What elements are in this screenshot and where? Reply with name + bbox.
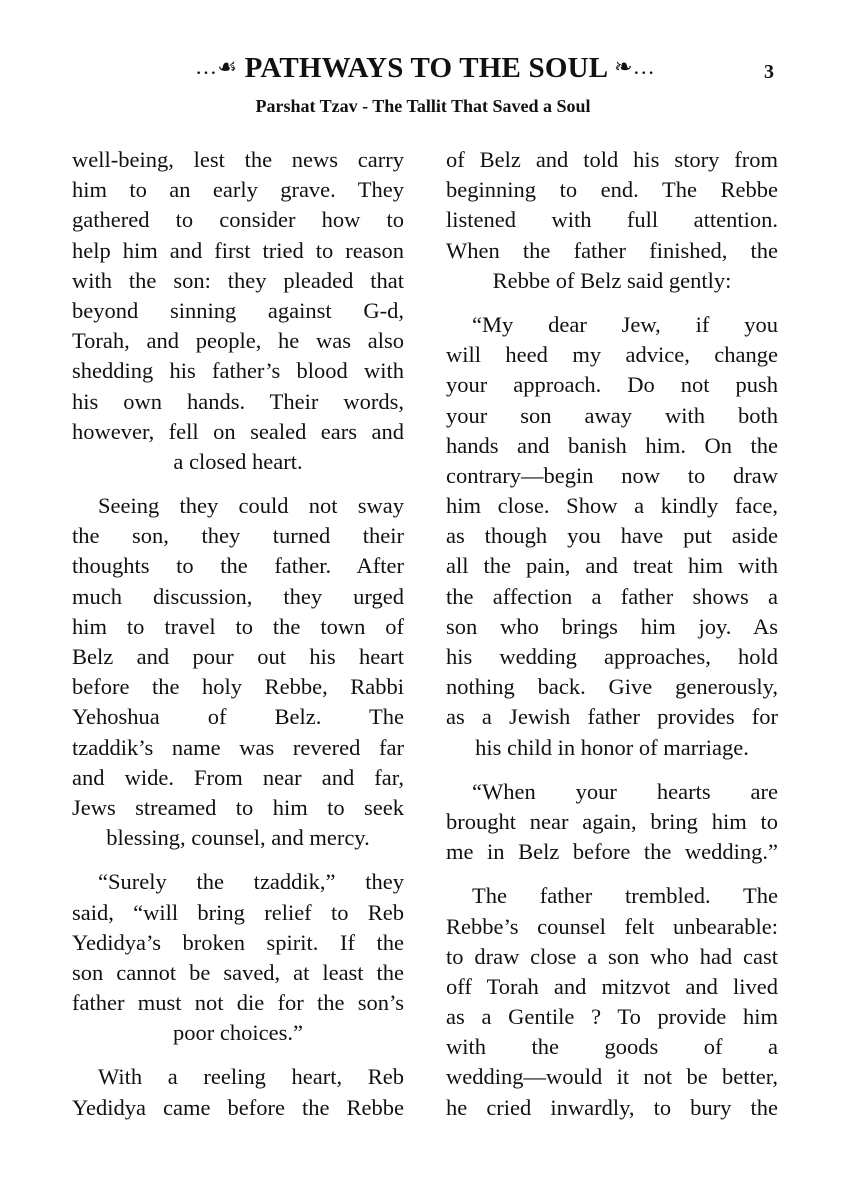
text-line: he cried inwardly, to bury the: [446, 1094, 778, 1120]
text-line: the affection a father shows a: [446, 583, 778, 609]
text-line: with the goods of a: [446, 1034, 778, 1060]
text-line: Yedidya came before the Rebbe: [72, 1094, 404, 1120]
ornament-right-icon: ❧…: [614, 54, 655, 79]
article-subtitle: Parshat Tzav - The Tallit That Saved a Soul: [255, 96, 591, 116]
text-line: “When your hearts are: [472, 778, 778, 804]
text-column-left: [72, 145, 404, 1137]
text-line: as a Gentile ? To provide him: [446, 1004, 778, 1030]
text-line: contrary—begin now to draw: [446, 462, 778, 488]
text-line: will heed my advice, change: [446, 342, 778, 368]
text-line: said, “will bring relief to Reb: [72, 899, 404, 925]
paragraph: [72, 867, 404, 1048]
text-line: his own hands. Their words,: [72, 388, 404, 414]
publication-title: [130, 52, 720, 85]
page-header: [0, 52, 846, 92]
text-line: “My dear Jew, if you: [472, 311, 778, 337]
text-line: poor choices.”: [173, 1020, 303, 1046]
text-line: Seeing they could not sway: [98, 493, 404, 519]
paragraph: [446, 310, 778, 763]
text-column-right: [446, 145, 778, 1137]
text-line: a closed heart.: [173, 448, 303, 474]
paragraph: [72, 1062, 404, 1122]
text-line: beginning to end. The Rebbe: [446, 177, 778, 203]
text-line: all the pain, and treat him with: [446, 553, 778, 579]
text-line: “Surely the tzaddik,” they: [98, 869, 404, 895]
text-line: When the father finished, the: [446, 237, 778, 263]
text-line: gathered to consider how to: [72, 207, 404, 233]
paragraph: [72, 145, 404, 477]
text-line: him close. Show a kindly face,: [446, 493, 778, 519]
paragraph: [72, 491, 404, 853]
text-line: him to an early grave. They: [72, 177, 404, 203]
ornament-left-icon: …☙: [195, 54, 238, 79]
paragraph: [446, 145, 778, 296]
text-line: blessing, counsel, and mercy.: [106, 825, 370, 851]
text-line: Yedidya’s broken spirit. If the: [72, 929, 404, 955]
text-line: hands and banish him. On the: [446, 432, 778, 458]
text-line: Jews streamed to him to seek: [72, 794, 404, 820]
text-line: well-being, lest the news carry: [72, 147, 404, 172]
text-line: and wide. From near and far,: [72, 764, 404, 790]
text-line: of Belz and told his story from: [446, 147, 778, 172]
text-line: his wedding approaches, hold: [446, 644, 778, 669]
text-line: wedding—would it not be better,: [446, 1064, 778, 1090]
text-line: The father trembled. The: [472, 883, 778, 909]
text-line: before the holy Rebbe, Rabbi: [72, 674, 404, 700]
text-line: With a reeling heart, Reb: [98, 1064, 404, 1090]
text-line: listened with full attention.: [446, 207, 778, 233]
text-line: help him and first tried to reason: [72, 237, 404, 263]
text-line: his child in honor of marriage.: [475, 734, 749, 760]
text-line: as though you have put aside: [446, 523, 778, 549]
text-line: to draw close a son who had cast: [446, 943, 778, 969]
text-line: Torah, and people, he was also: [72, 328, 404, 354]
text-line: with the son: they pleaded that: [72, 267, 404, 293]
text-line: Yehoshua of Belz. The: [72, 704, 404, 730]
text-line: your approach. Do not push: [446, 372, 778, 398]
text-line: him to travel to the town of: [72, 613, 404, 639]
text-line: Rebbe of Belz said gently:: [492, 267, 732, 293]
text-line: thoughts to the father. After: [72, 553, 404, 579]
text-line: Belz and pour out his heart: [72, 644, 404, 669]
text-line: however, fell on sealed ears and: [72, 418, 404, 444]
text-line: son cannot be saved, at least the: [72, 959, 404, 985]
publication-title-text: PATHWAYS TO THE SOUL: [244, 52, 607, 84]
text-line: tzaddik’s name was revered far: [72, 734, 404, 760]
text-line: nothing back. Give generously,: [446, 674, 778, 700]
text-line: Rebbe’s counsel felt unbearable:: [446, 913, 778, 939]
paragraph: [446, 881, 778, 1123]
text-line: shedding his father’s blood with: [72, 358, 404, 384]
text-line: father must not die for the son’s: [72, 990, 404, 1016]
text-line: off Torah and mitzvot and lived: [446, 973, 778, 999]
text-line: your son away with both: [446, 402, 778, 428]
paragraph: [446, 777, 778, 868]
text-line: me in Belz before the wedding.”: [446, 839, 778, 865]
text-line: much discussion, they urged: [72, 583, 404, 609]
text-line: as a Jewish father provides for: [446, 704, 778, 730]
text-line: the son, they turned their: [72, 523, 404, 549]
text-line: brought near again, bring him to: [446, 808, 778, 834]
text-line: son who brings him joy. As: [446, 613, 778, 639]
page-number: 3: [764, 61, 774, 83]
text-line: beyond sinning against G-d,: [72, 297, 404, 323]
